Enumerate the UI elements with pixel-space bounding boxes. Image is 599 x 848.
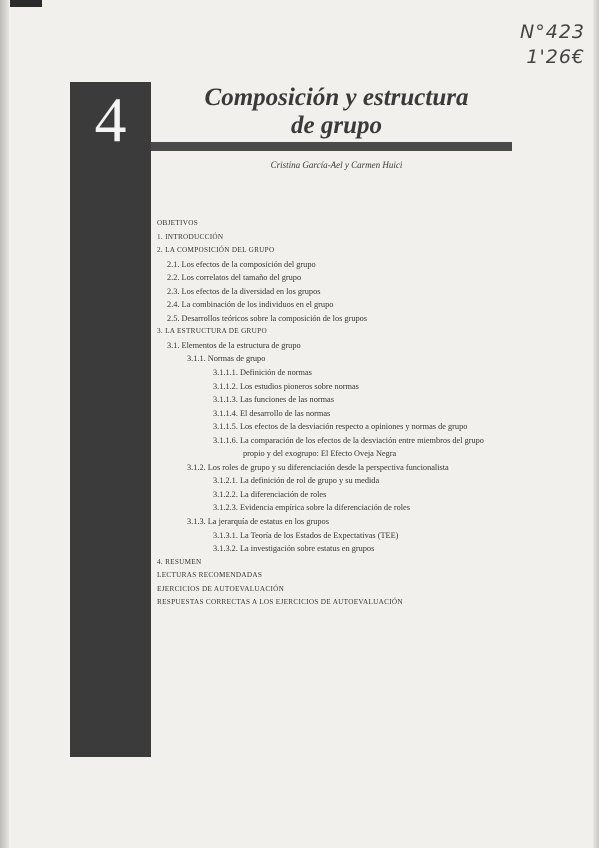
table-of-contents <box>157 217 517 610</box>
toc-entry: 3.1.3.1. La Teoría de los Estados de Expectativas (TEE) <box>213 530 399 540</box>
chapter-title-line-1: Composición y estructura <box>204 84 469 111</box>
toc-entry: propio y del exogrupo: El Efecto Oveja Negra <box>243 449 397 459</box>
toc-entry: 3.1.1.1. Definición de normas <box>213 368 312 378</box>
toc-entry: 2.5. Desarrollos teóricos sobre la composición de los grupos <box>167 313 368 323</box>
toc-entry: LECTURAS RECOMENDADAS <box>157 571 263 580</box>
toc-entry: 3.1.2.2. La diferenciación de roles <box>213 489 327 499</box>
chapter-title-line-2: de grupo <box>291 112 382 139</box>
toc-entry: OBJETIVOS <box>157 219 199 227</box>
chapter-authors: Cristina García-Ael y Carmen Huici <box>270 160 403 170</box>
chapter-sidebar-bar <box>70 82 151 757</box>
chapter-number: 4 <box>94 84 127 155</box>
toc-entry: 1. INTRODUCCIÓN <box>157 232 224 241</box>
scan-edge-left <box>0 0 9 848</box>
toc-entry: 3. LA ESTRUCTURA DE GRUPO <box>157 327 267 336</box>
toc-entry: 2.4. La combinación de los individuos en el grupo <box>167 300 334 310</box>
toc-entry: 3.1.2.3. Evidencia empírica sobre la diferenciación de roles <box>213 503 410 513</box>
toc-entry: 3.1.1.3. Las funciones de las normas <box>213 395 334 405</box>
handwritten-note <box>520 20 585 70</box>
toc-entry: 3.1.1.5. Los efectos de la desviación respecto a opiniones y normas de grupo <box>213 422 468 432</box>
toc-entry: 3.1.1. Normas de grupo <box>187 354 266 364</box>
toc-entry: RESPUESTAS CORRECTAS A LOS EJERCICIOS DE AUTOEVALUACIÓN <box>157 598 403 607</box>
toc-entry: 2.1. Los efectos de la composición del grupo <box>167 259 316 269</box>
toc-entry: 2. LA COMPOSICIÓN DEL GRUPO <box>157 246 275 255</box>
toc-entry: 3.1.1.2. Los estudios pioneros sobre normas <box>213 381 359 391</box>
toc-entry: 3.1. Elementos de la estructura de grupo <box>167 340 301 350</box>
toc-entry: 3.1.1.6. La comparación de los efectos de la desviación entre miembros del grupo <box>213 435 484 445</box>
chapter-title <box>158 84 515 140</box>
toc-entry: 2.3. Los efectos de la diversidad en los grupos <box>167 286 321 296</box>
toc-entry: 3.1.2.1. La definición de rol de grupo y su medida <box>213 476 380 486</box>
handwritten-line-2: 1'26€ <box>526 46 585 68</box>
scan-edge-right <box>593 0 599 848</box>
toc-entry: 3.1.2. Los roles de grupo y su diferenciación desde la perspectiva funcionalista <box>187 462 449 472</box>
toc-entry: 3.1.3.2. La investigación sobre estatus en grupos <box>213 544 375 554</box>
toc-entry: 3.1.1.4. El desarrollo de las normas <box>213 408 331 418</box>
toc-entry: 3.1.3. La jerarquía de estatus en los grupos <box>187 517 329 527</box>
title-rule <box>151 142 512 151</box>
handwritten-line-1: N°423 <box>520 21 585 43</box>
toc-entry: 4. RESUMEN <box>157 557 202 566</box>
scan-edge-top <box>10 0 42 7</box>
toc-entry: 2.2. Los correlatos del tamaño del grupo <box>167 273 302 283</box>
toc-entry: EJERCICIOS DE AUTOEVALUACIÓN <box>157 584 285 593</box>
